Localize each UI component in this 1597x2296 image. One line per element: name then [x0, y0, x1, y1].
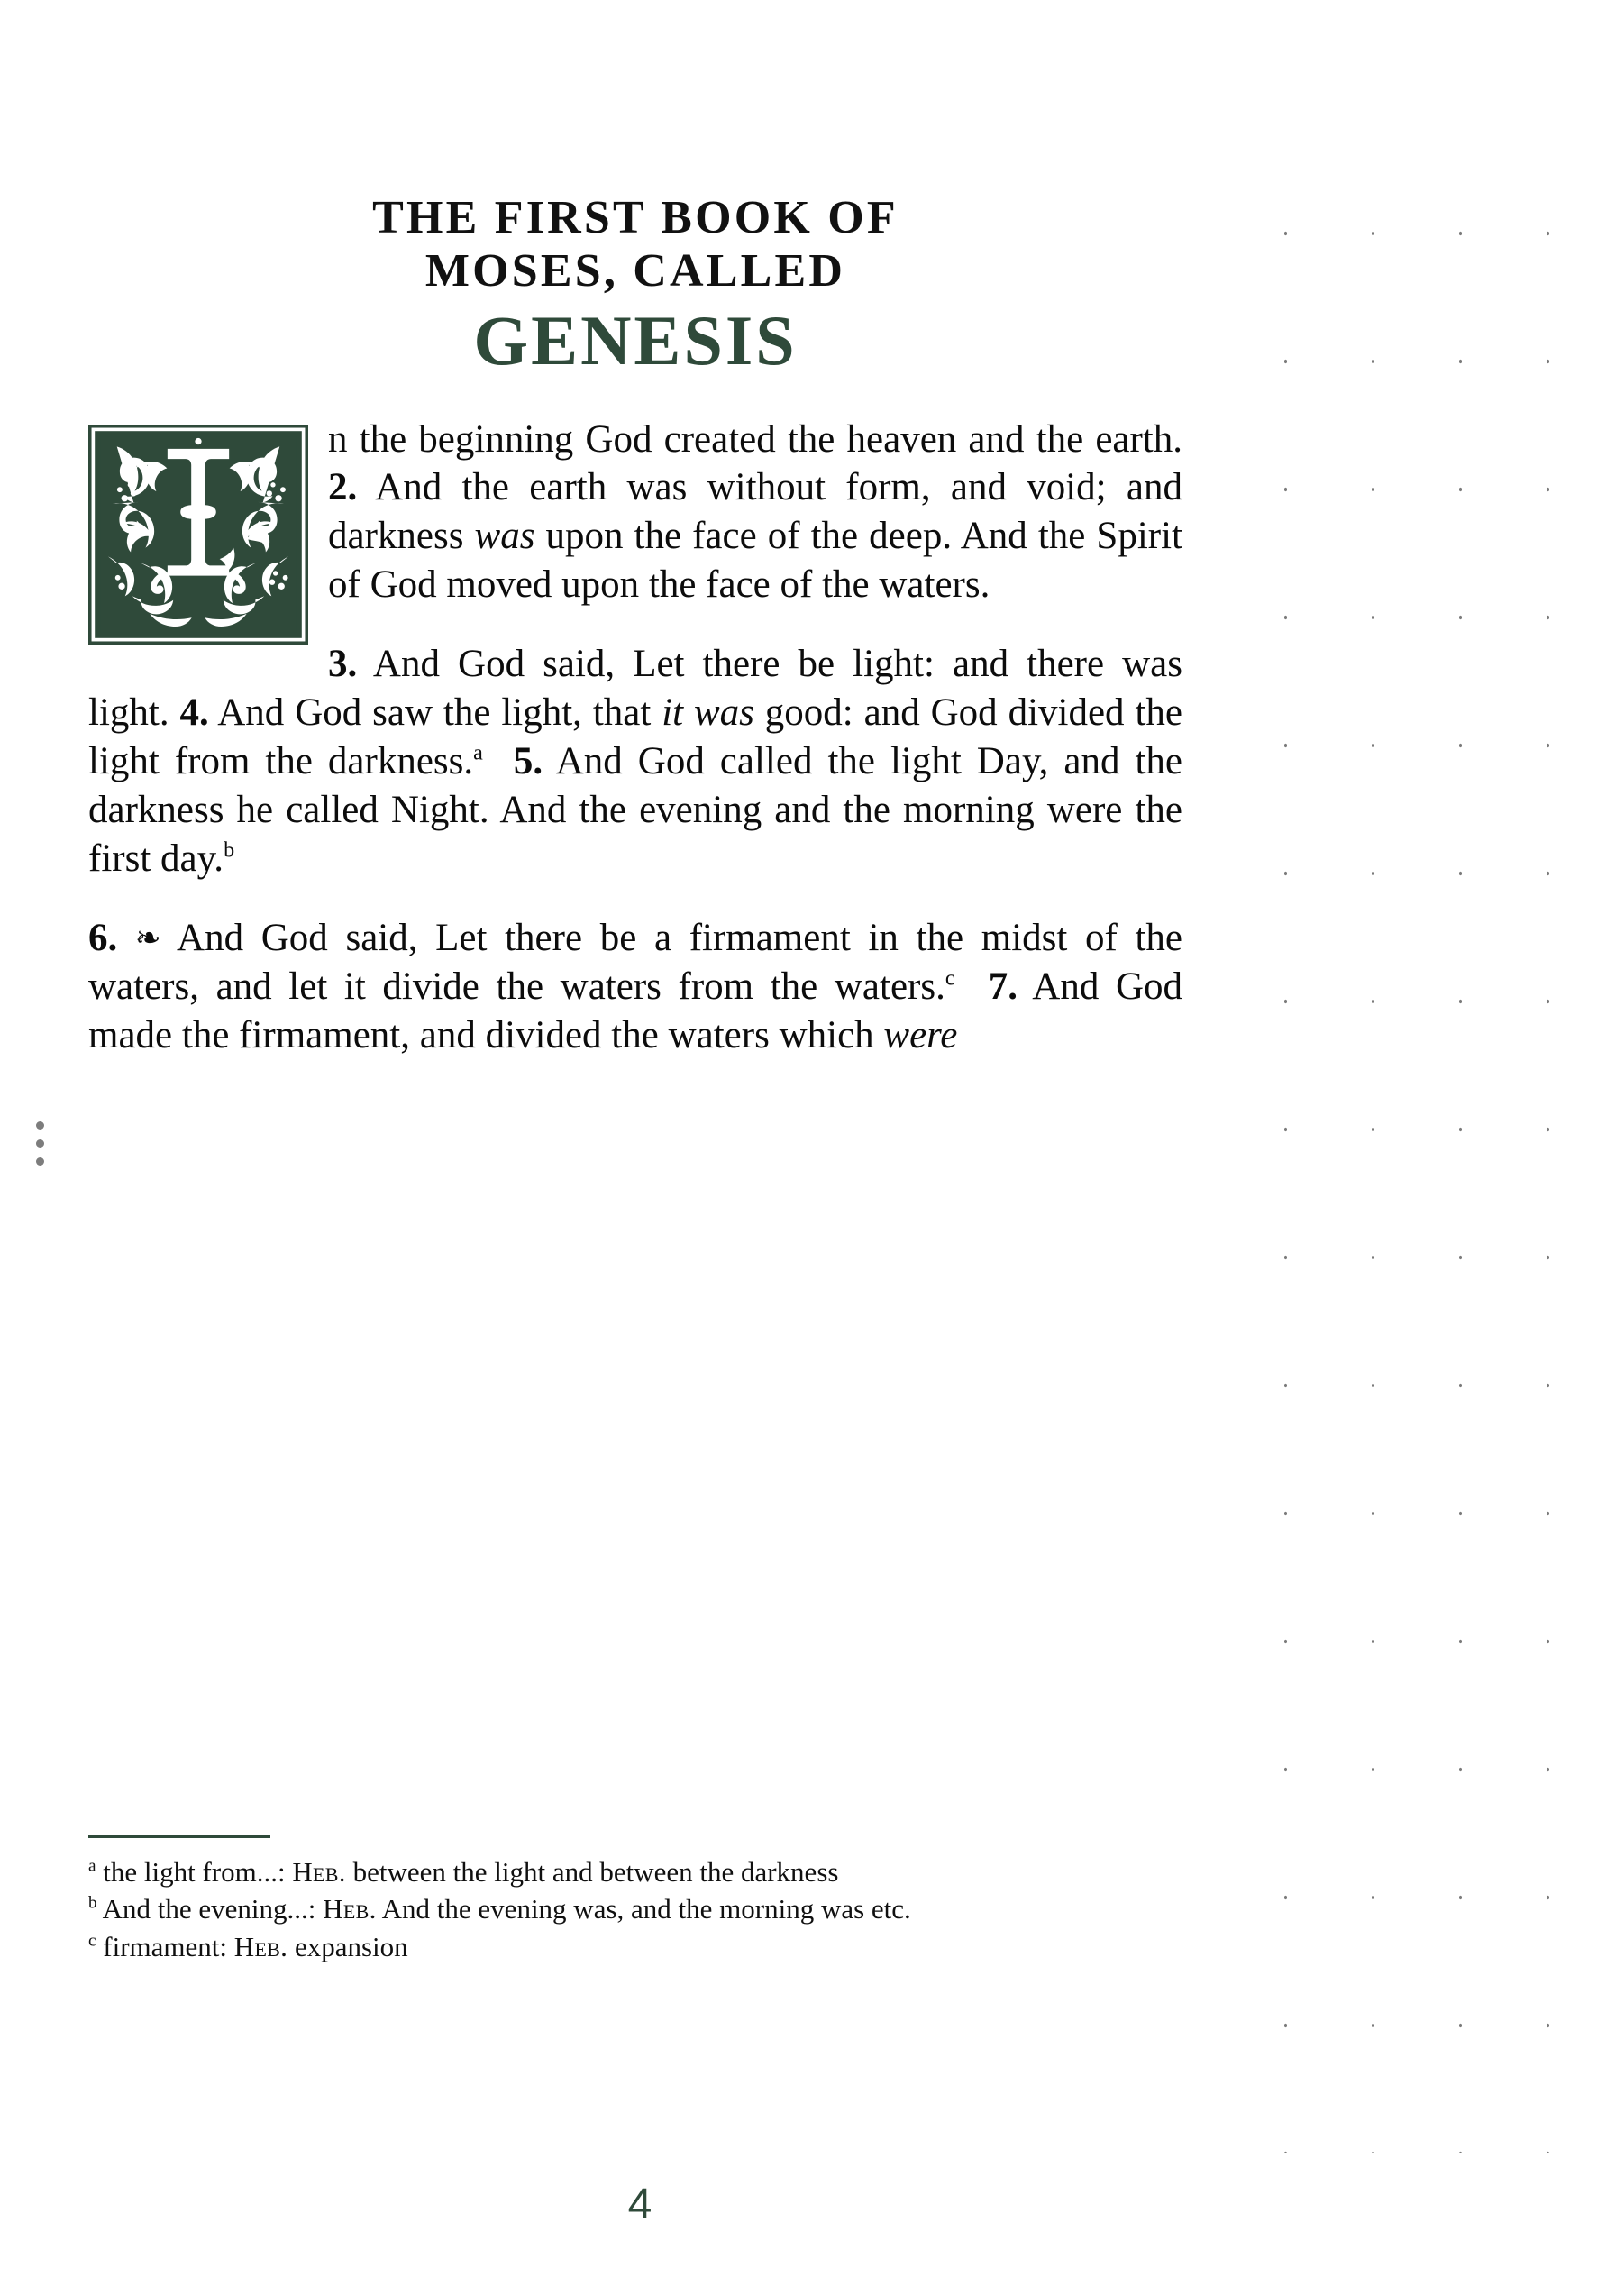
verse-1-text: n the beginning God created the heaven and the earth. — [328, 417, 1182, 461]
verse-2-text-b: upon the face of the deep. And the Spirit of God moved upon the face of the waters. — [328, 515, 1182, 607]
verse-4-italic: it was — [662, 691, 754, 735]
handle-dot-icon — [36, 1139, 44, 1148]
verse-number-5: 5. — [513, 740, 543, 783]
handle-dot-icon — [36, 1157, 44, 1166]
footnote-ref-c[interactable]: c — [945, 966, 955, 991]
footnote-lemma-c: firmament: — [103, 1930, 234, 1962]
verse-number-2: 2. — [328, 466, 358, 509]
page-title: GENESIS — [473, 300, 798, 380]
page-content — [88, 0, 1182, 1060]
footnote-ref-b[interactable]: b — [224, 838, 235, 863]
book-subtitle — [88, 0, 1182, 298]
verse-7-italic: were — [883, 1014, 958, 1057]
footnote-lemma-a: the light from...: — [103, 1856, 293, 1888]
verse-number-3: 3. — [328, 643, 358, 686]
footnote-source-b: Heb. — [323, 1893, 377, 1926]
page-edge-handle[interactable] — [36, 1121, 44, 1166]
footnote-item — [88, 1929, 1182, 1965]
page-number: 4 — [627, 2181, 652, 2228]
verse-2-text-a: And the earth was without form, and void; and darkness — [328, 466, 1182, 558]
footnote-section — [88, 1835, 1182, 1966]
verse-4-text-b: good: and God divided the light from the darkness. — [88, 691, 1182, 783]
footnote-separator-rule — [88, 1835, 270, 1838]
fleuron-ornament-icon: ❧ — [134, 921, 161, 956]
verse-paragraph-2 — [88, 640, 1182, 883]
margin-dot-grid — [1242, 169, 1597, 2153]
footnote-marker-b: b — [88, 1893, 97, 1913]
footnote-gloss-c: expansion — [287, 1930, 408, 1962]
book-subtitle-line1: THE FIRST BOOK OF — [372, 192, 899, 243]
footnote-item — [88, 1891, 1182, 1927]
footnote-source-a: Heb. — [292, 1856, 346, 1888]
verse-number-6: 6. — [88, 917, 118, 960]
footnote-gloss-b: And the evening was, and the morning was etc. — [376, 1893, 911, 1926]
footnote-marker-a: a — [88, 1856, 96, 1876]
footnote-ref-a[interactable]: a — [473, 741, 483, 765]
footnote-gloss-a: between the light and between the darkness — [345, 1856, 839, 1888]
handle-dot-icon — [36, 1121, 44, 1130]
verse-2-italic: was — [474, 515, 535, 558]
book-subtitle-line2: MOSES, CALLED — [424, 245, 846, 297]
illuminated-initial-icon — [88, 425, 308, 645]
verse-5-text: And God called the light Day, and the darkness he called Night. And the evening and the morning were the first day. — [88, 740, 1183, 881]
verse-number-4: 4. — [179, 691, 209, 735]
verse-paragraph-1 — [88, 416, 1182, 610]
footnote-marker-c: c — [88, 1931, 96, 1951]
footnote-source-c: Heb. — [233, 1930, 288, 1962]
footnote-item — [88, 1854, 1182, 1890]
verse-3-text: And God said, Let there be light: and there was light. — [88, 643, 1182, 735]
scripture-body — [88, 416, 1182, 1060]
verse-4-text-a: And God saw the light, that — [208, 691, 662, 735]
verse-number-7: 7. — [988, 965, 1018, 1009]
verse-7-text-a: And God made the firmament, and divided the waters which — [88, 965, 1183, 1057]
footnote-lemma-b: And the evening...: — [102, 1893, 324, 1926]
verse-6-text: And God said, Let there be a firmament in the midst of the waters, and let it divide the waters from the waters. — [88, 917, 1182, 1009]
verse-paragraph-3 — [88, 914, 1182, 1060]
